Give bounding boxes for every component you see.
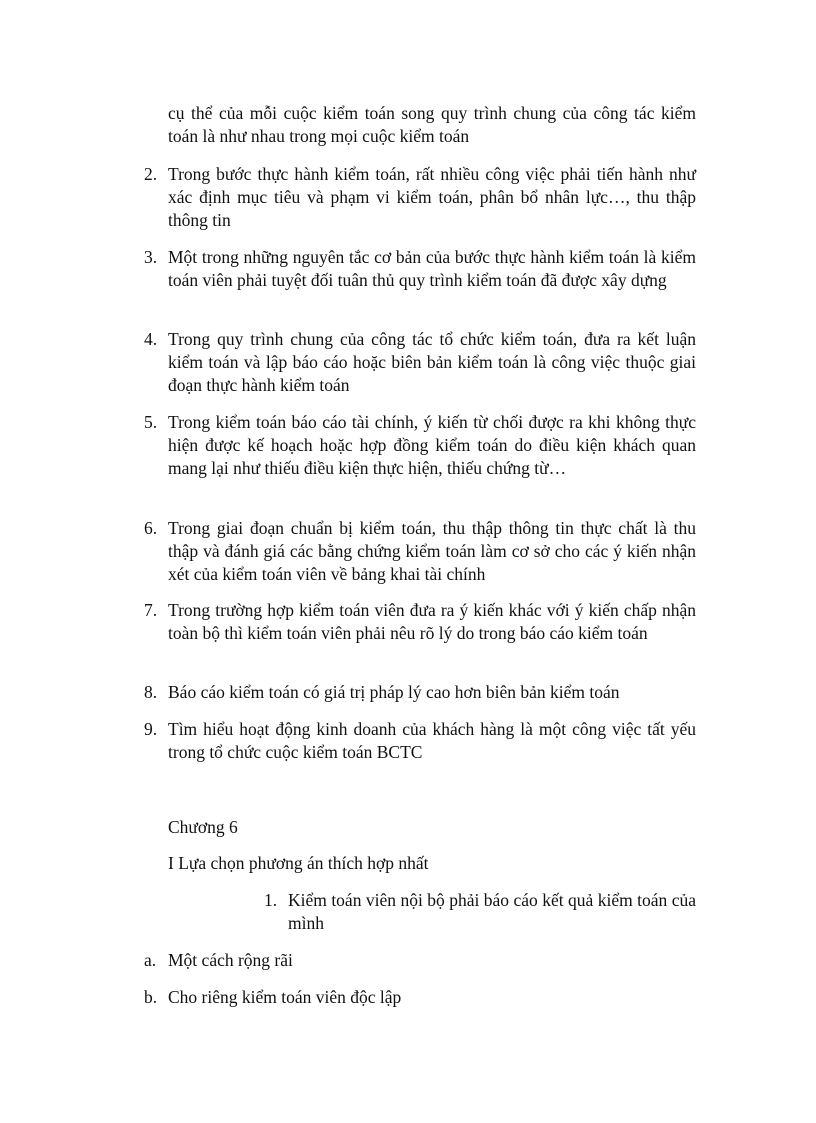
- item-number: 7.: [144, 600, 158, 620]
- item-number: 4.: [144, 329, 158, 349]
- item-number: 6.: [144, 518, 158, 538]
- item-number: 8.: [144, 682, 158, 702]
- item-text: Trong kiểm toán báo cáo tài chính, ý kiến từ chối được ra khi không thực hiện được kế hoạch hoặc hợp đồng kiểm toán do điều kiện khách quan mang lại như thiếu điều kiện thực hiện, thiếu chứng từ…: [168, 412, 696, 478]
- option-text: Cho riêng kiểm toán viên độc lập: [168, 987, 402, 1007]
- item-text: Trong quy trình chung của công tác tổ chức kiểm toán, đưa ra kết luận kiểm toán và lập báo cáo hoặc biên bản kiểm toán là công việc thuộc giai đoạn thực hành kiểm toán: [168, 329, 696, 395]
- option-letter: b.: [144, 987, 158, 1007]
- item-text: Một trong những nguyên tắc cơ bản của bước thực hành kiểm toán là kiểm toán viên phải tuyệt đối tuân thủ quy trình kiểm toán đã được xây dựng: [168, 247, 696, 290]
- question-number: 1.: [264, 890, 278, 910]
- chapter-heading: Chương 6: [168, 817, 238, 837]
- option-text: Một cách rộng rãi: [168, 950, 293, 970]
- item-text: Trong bước thực hành kiểm toán, rất nhiều công việc phải tiến hành như xác định mục tiêu và phạm vi kiểm toán, phân bổ nhân lực…, thu thập thông tin: [168, 164, 696, 230]
- item-number: 5.: [144, 412, 158, 432]
- item-text: Trong giai đoạn chuẩn bị kiểm toán, thu thập thông tin thực chất là thu thập và đánh giá các bằng chứng kiểm toán làm cơ sở cho các ý kiến nhận xét của kiểm toán viên về bảng khai tài chính: [168, 518, 696, 584]
- item-text: Trong trường hợp kiểm toán viên đưa ra ý kiến khác với ý kiến chấp nhận toàn bộ thì kiểm toán viên phải nêu rõ lý do trong báo cáo kiểm toán: [168, 600, 696, 643]
- item-text: Tìm hiểu hoạt động kinh doanh của khách hàng là một công việc tất yếu trong tổ chức cuộc kiểm toán BCTC: [168, 719, 696, 762]
- option-letter: a.: [144, 950, 157, 970]
- section-heading: I Lựa chọn phương án thích hợp nhất: [168, 853, 429, 873]
- item-number: 3.: [144, 247, 158, 267]
- item-text: Báo cáo kiểm toán có giá trị pháp lý cao hơn biên bản kiểm toán: [168, 682, 620, 702]
- question-text: Kiểm toán viên nội bộ phải báo cáo kết quả kiểm toán của mình: [288, 890, 696, 933]
- item-number: 2.: [144, 164, 158, 184]
- item-number: 9.: [144, 719, 158, 739]
- continuation-paragraph: cụ thể của mỗi cuộc kiểm toán song quy trình chung của công tác kiểm toán là như nhau trong mọi cuộc kiểm toán: [168, 103, 696, 146]
